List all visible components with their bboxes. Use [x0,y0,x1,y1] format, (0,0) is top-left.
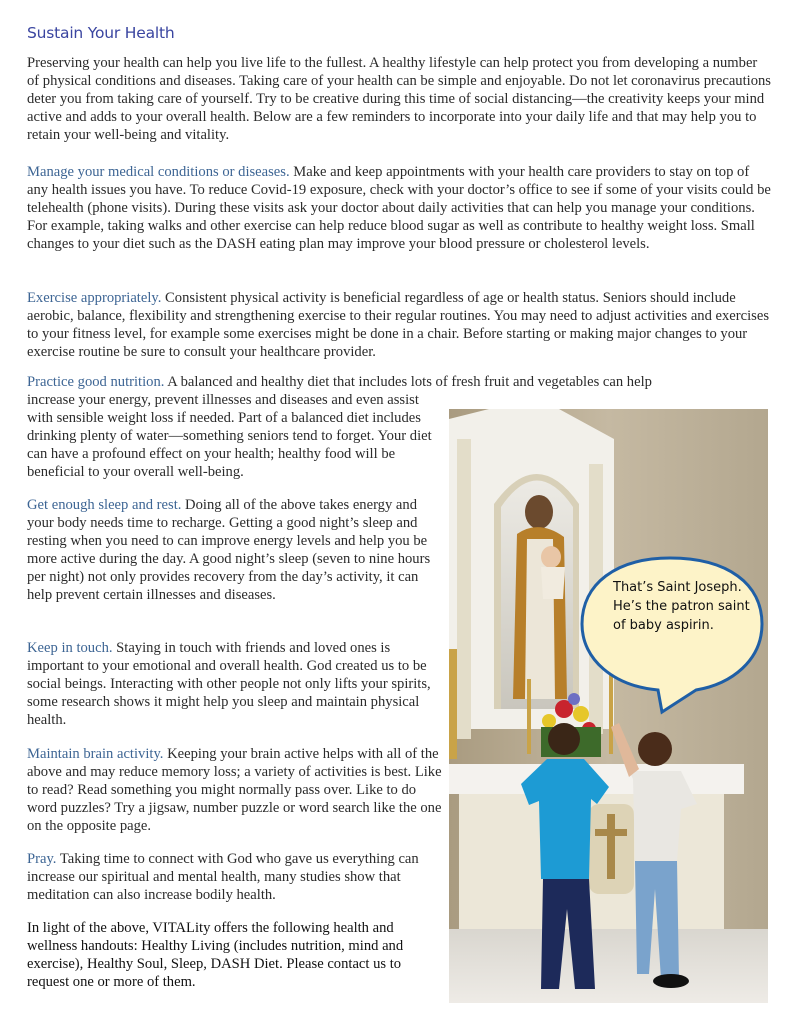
section-lead: Keep in touch. [27,640,113,656]
section-exercise [27,289,772,361]
section-body: Make and keep appointments with your health care providers to stay on top of any health issues you have. To reduce Covid-19 exposure, check with your doctor’s office to see if some of your visits could be telehealth (phone visits). During these visits ask your doctor about daily activities that can help you manage your conditions. For example, taking walks and other exercise can help reduce blood sugar as well as contribute to healthy weight loss. Small changes to your diet such as the DASH eating plan may improve your blood pressure or cholesterol levels. [27,164,771,252]
section-lead: Practice good nutrition. [27,374,165,390]
section-body: Staying in touch with friends and loved ones is important to your emotional and overall health. God created us to be social beings. Interacting with other people not only lifts your spirits, some research shows it might help you sleep and maintain physical health. [27,640,431,728]
speech-bubble-text: That’s Saint Joseph. He’s the patron saint of baby aspirin. [613,580,750,633]
intro-paragraph: Preserving your health can help you live life to the fullest. A healthy lifestyle can help protect you from developing a number of physical conditions and diseases. Taking care of your health can be simple and enjoyable. Do not let coronavirus precautions deter you from taking care of yourself. Try to be creative during this time of social distancing—the creativity keeps your mind active and adds to your overall health. Below are a few reminders to incorporate into your daily life and that may help you to retain your well-being and vitality. [27,55,771,143]
page-title: Sustain Your Health [27,24,175,42]
section-brain-activity [27,745,445,835]
section-body: A balanced and healthy diet that includes lots of fresh fruit and vegetables can help [164,374,652,390]
section-manage-conditions [27,163,772,253]
section-sleep [27,496,445,604]
section-lead: Maintain brain activity. [27,746,164,762]
section-lead: Manage your medical conditions or diseases. [27,164,290,180]
section-lead: Pray. [27,851,57,867]
section-body: Keeping your brain active helps with all of the above and may reduce memory loss; a variety of activities is best. Like to read? Read something you might normally pass over. Like to do word puzzles? Try a jigsaw, number puzzle or word search like the one on the opposite page. [27,746,442,834]
section-nutrition-first-line [27,373,772,391]
section-keep-in-touch [27,639,445,729]
closing-paragraph: In light of the above, VITALity offers the following health and wellness handouts: Healthy Living (includes nutrition, mind and exercise), Healthy Soul, Sleep, DASH Diet. Please contact us to request one or more of them. [27,920,404,990]
section-body: Taking time to connect with God who gave us everything can increase our spiritual and mental health, many studies show that meditation can also increase bodily health. [27,851,419,903]
section-body: Doing all of the above takes energy and your body needs time to recharge. Getting a good night’s sleep and resting when you need to can improve energy levels and help you be more active during the day. A good night’s sleep (seven to nine hours per night) not only provides recovery from the day’s activity, it can help prevent certain illnesses and diseases. [27,497,431,603]
section-lead: Get enough sleep and rest. [27,497,182,513]
section-pray [27,850,445,904]
section-nutrition: increase your energy, prevent illnesses and diseases and even assist with sensible weight loss if needed. Part of a balanced diet includes drinking plenty of water—something seniors tend to forget. Your diet can have a profound effect on your health; healthy food will be beneficial to your overall well-being. [27,392,432,480]
section-body: Consistent physical activity is beneficial regardless of age or health status. Seniors should include aerobic, balance, flexibility and strengthening exercise to their regular routines. You may need to adjust activities and exercises to your fitness level, for example some exercises might be done in a chair. Before starting or making major changes to your exercise routine be sure to consult your healthcare provider. [27,290,770,360]
section-lead: Exercise appropriately. [27,290,162,306]
